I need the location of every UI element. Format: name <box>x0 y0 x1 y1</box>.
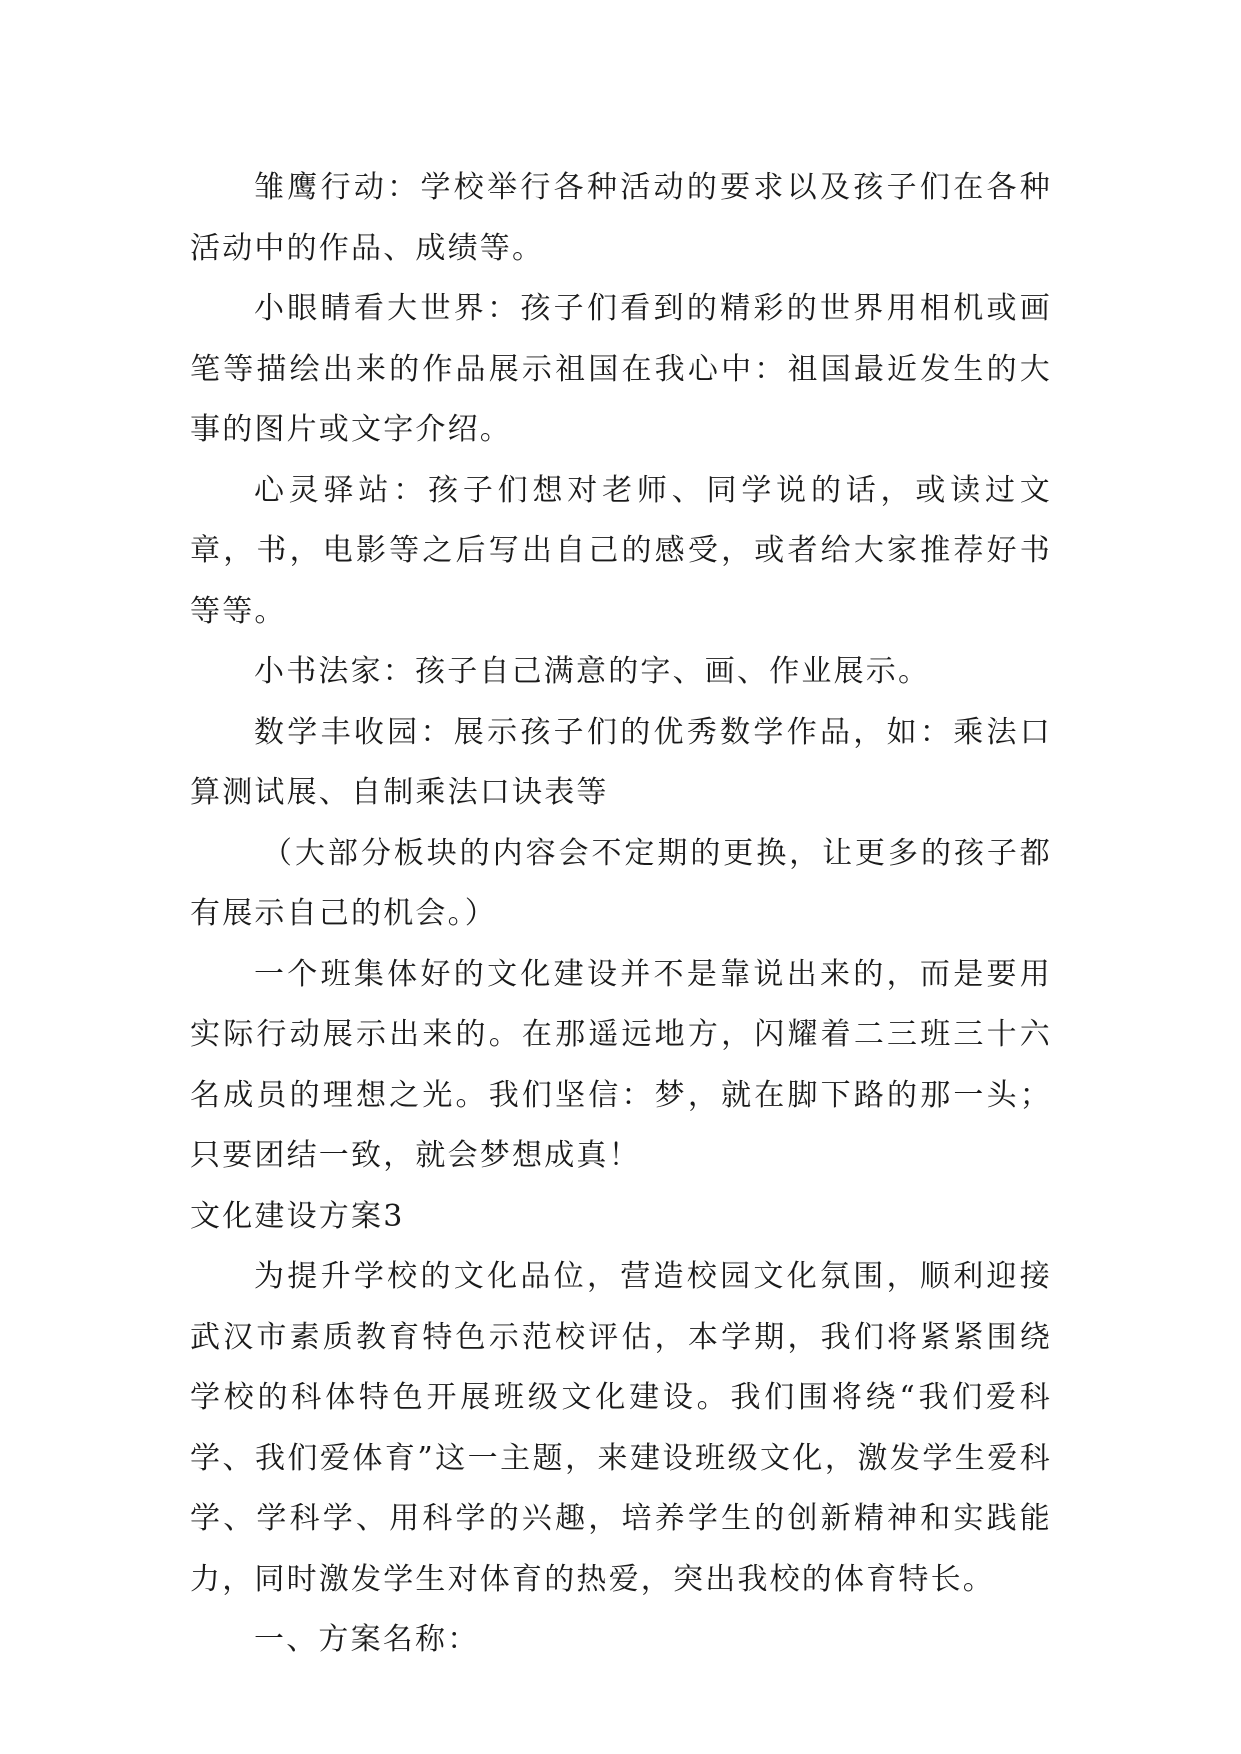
paragraph-plan-name: 一、方案名称： <box>254 1622 480 1657</box>
paragraph-class-culture: 一个班集体好的文化建设并不是靠说出来的，而是要用实际行动展示出来的。在那遥远地方，闪耀着二三班三十六名成员的理想之光。我们坚信：梦，就在脚下路的那一头；只要团结一致，就会梦想成真！ <box>190 956 1052 1173</box>
section-title: 文化建设方案3 <box>190 1198 405 1234</box>
document-page <box>190 158 1052 1671</box>
paragraph-small-eyes: 小眼睛看大世界：孩子们看到的精彩的世界用相机或画笔等描绘出来的作品展示祖国在我心中：祖国最近发生的大事的图片或文字介绍。 <box>190 291 1052 447</box>
paragraph-eagle-action: 雏鹰行动：学校举行各种活动的要求以及孩子们在各种活动中的作品、成绩等。 <box>190 170 1052 266</box>
paragraph-math-harvest: 数学丰收园：展示孩子们的优秀数学作品，如：乘法口算测试展、自制乘法口诀表等 <box>190 714 1052 810</box>
paragraph-note: （大部分板块的内容会不定期的更换，让更多的孩子都有展示自己的机会。） <box>190 835 1052 931</box>
paragraph-section-intro: 为提升学校的文化品位，营造校园文化氛围，顺利迎接武汉市素质教育特色示范校评估，本学期，我们将紧紧围绕学校的科体特色开展班级文化建设。我们围将绕“我们爱科学、我们爱体育”这一主题，来建设班级文化，激发学生爱科学、学科学、用科学的兴趣，培养学生的创新精神和实践能力，同时激发学生对体育的热爱，突出我校的体育特长。 <box>190 1259 1052 1597</box>
paragraph-calligrapher: 小书法家：孩子自己满意的字、画、作业展示。 <box>254 654 931 689</box>
paragraph-heart-station: 心灵驿站：孩子们想对老师、同学说的话，或读过文章，书，电影等之后写出自己的感受，或者给大家推荐好书等等。 <box>190 472 1052 629</box>
